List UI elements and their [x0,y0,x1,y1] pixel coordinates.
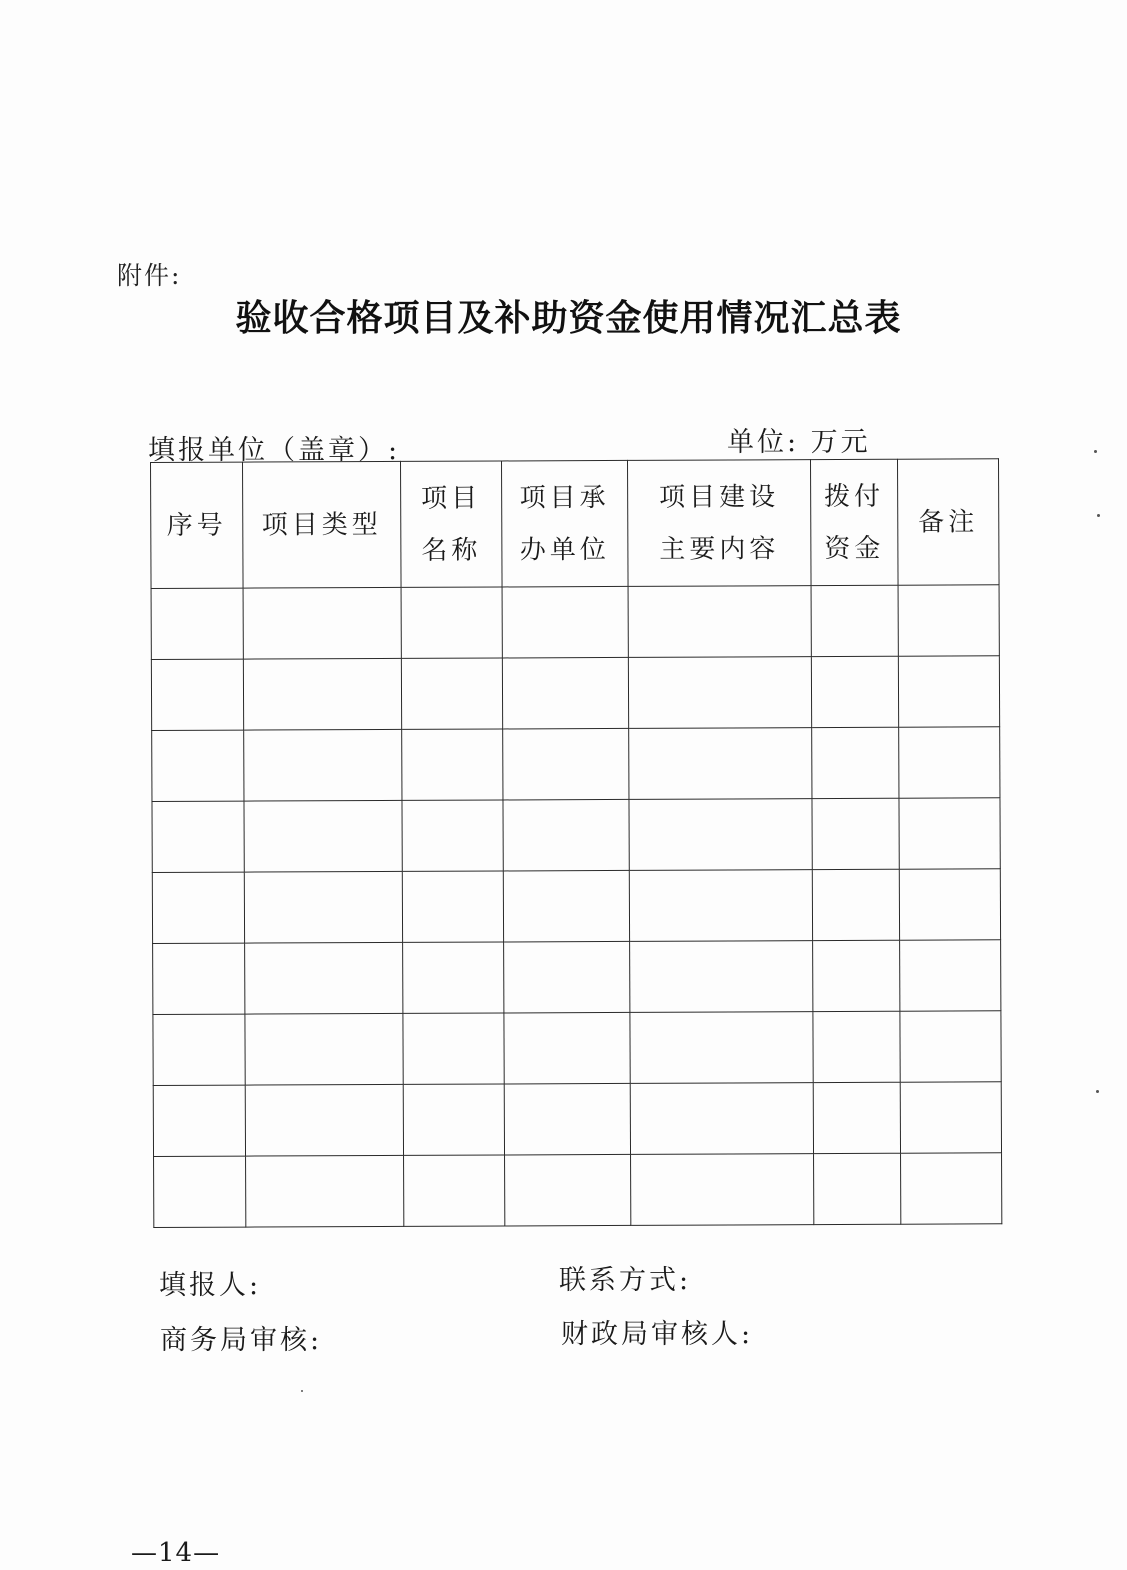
table-cell[interactable] [504,941,630,1013]
table-cell[interactable] [503,799,629,871]
table-cell[interactable] [153,1085,245,1156]
header-undertaking-unit: 项目承 办单位 [501,460,628,587]
table-cell[interactable] [402,871,503,942]
table-cell[interactable] [629,870,812,942]
table-cell[interactable] [152,801,244,872]
table-cell[interactable] [628,657,811,729]
table-row [151,656,999,731]
table-cell[interactable] [153,943,245,1014]
table-cell[interactable] [502,586,628,658]
table-cell[interactable] [243,587,401,659]
table-cell[interactable] [402,800,503,871]
table-cell[interactable] [630,1083,813,1155]
table-cell[interactable] [811,585,898,656]
table-row [153,1011,1001,1086]
table-cell[interactable] [152,730,244,801]
table-cell[interactable] [898,585,999,656]
table-cell[interactable] [813,1011,900,1082]
table-cell[interactable] [899,869,1000,940]
table-cell[interactable] [403,942,504,1013]
table-cell[interactable] [899,727,1000,798]
table-cell[interactable] [812,869,899,940]
header-serial-number: 序号 [151,462,244,588]
table-cell[interactable] [244,729,402,801]
table-cell[interactable] [244,871,402,943]
table-cell[interactable] [629,799,812,871]
table-cell[interactable] [245,1084,403,1156]
document-title: 验收合格项目及补助资金使用情况汇总表 [235,298,902,339]
summary-table-container [150,458,1001,1228]
header-project-name: 项目 名称 [400,461,502,587]
scan-speck [1097,514,1100,517]
page-number: —14— [131,1538,221,1568]
table-cell[interactable] [151,659,243,730]
table-cell[interactable] [403,1013,504,1084]
contact-label: 联系方式: [559,1265,692,1296]
table-cell[interactable] [814,1153,901,1224]
header-construction-content: 项目建设 主要内容 [627,460,811,587]
table-cell[interactable] [813,1082,900,1153]
scan-speck [1096,1090,1099,1093]
summary-table [150,458,1002,1228]
table-cell[interactable] [630,941,813,1013]
table-cell[interactable] [898,656,999,727]
table-cell[interactable] [153,1014,245,1085]
finance-reviewer-label: 财政局审核人: [561,1319,754,1350]
table-cell[interactable] [901,1153,1002,1224]
table-row [154,1153,1002,1228]
header-project-type: 项目类型 [243,461,402,588]
table-cell[interactable] [900,940,1001,1011]
table-cell[interactable] [245,942,403,1014]
header-allocated-funds: 拨付 资金 [810,459,898,585]
table-cell[interactable] [244,800,402,872]
table-cell[interactable] [505,1154,631,1226]
table-row [153,1082,1001,1157]
table-cell[interactable] [812,727,899,798]
table-row [152,798,1000,873]
table-header-row [151,459,1000,589]
table-row [153,940,1001,1015]
table-cell[interactable] [899,798,1000,869]
table-cell[interactable] [243,658,401,730]
filler-person-label: 填报人: [159,1270,262,1301]
table-cell[interactable] [900,1011,1001,1082]
table-cell[interactable] [403,1084,504,1155]
table-cell[interactable] [502,657,628,729]
commerce-review-label: 商务局审核: [160,1325,323,1356]
table-cell[interactable] [504,1083,630,1155]
table-cell[interactable] [628,586,811,658]
table-cell[interactable] [503,728,629,800]
table-cell[interactable] [813,940,900,1011]
unit-label: 单位: 万元 [727,427,871,458]
table-cell[interactable] [154,1156,246,1227]
table-cell[interactable] [812,798,899,869]
table-row [152,869,1000,944]
attachment-label: 附件: [117,261,182,290]
header-remarks: 备注 [897,459,999,585]
table-cell[interactable] [402,729,503,800]
table-cell[interactable] [630,1012,813,1084]
filler-unit-label: 填报单位（盖章）: [148,435,401,466]
table-cell[interactable] [504,1012,630,1084]
table-cell[interactable] [629,728,812,800]
table-row [152,727,1000,802]
table-cell[interactable] [245,1013,403,1085]
table-row [151,585,999,660]
table-cell[interactable] [401,587,502,658]
table-cell[interactable] [811,656,898,727]
table-cell[interactable] [151,588,243,659]
table-cell[interactable] [503,870,629,942]
scan-speck [1094,450,1097,453]
table-cell[interactable] [401,658,502,729]
table-cell[interactable] [152,872,244,943]
table-cell[interactable] [631,1154,814,1226]
table-cell[interactable] [404,1155,505,1226]
table-cell[interactable] [900,1082,1001,1153]
table-cell[interactable] [246,1155,404,1227]
scan-speck [301,1390,303,1392]
